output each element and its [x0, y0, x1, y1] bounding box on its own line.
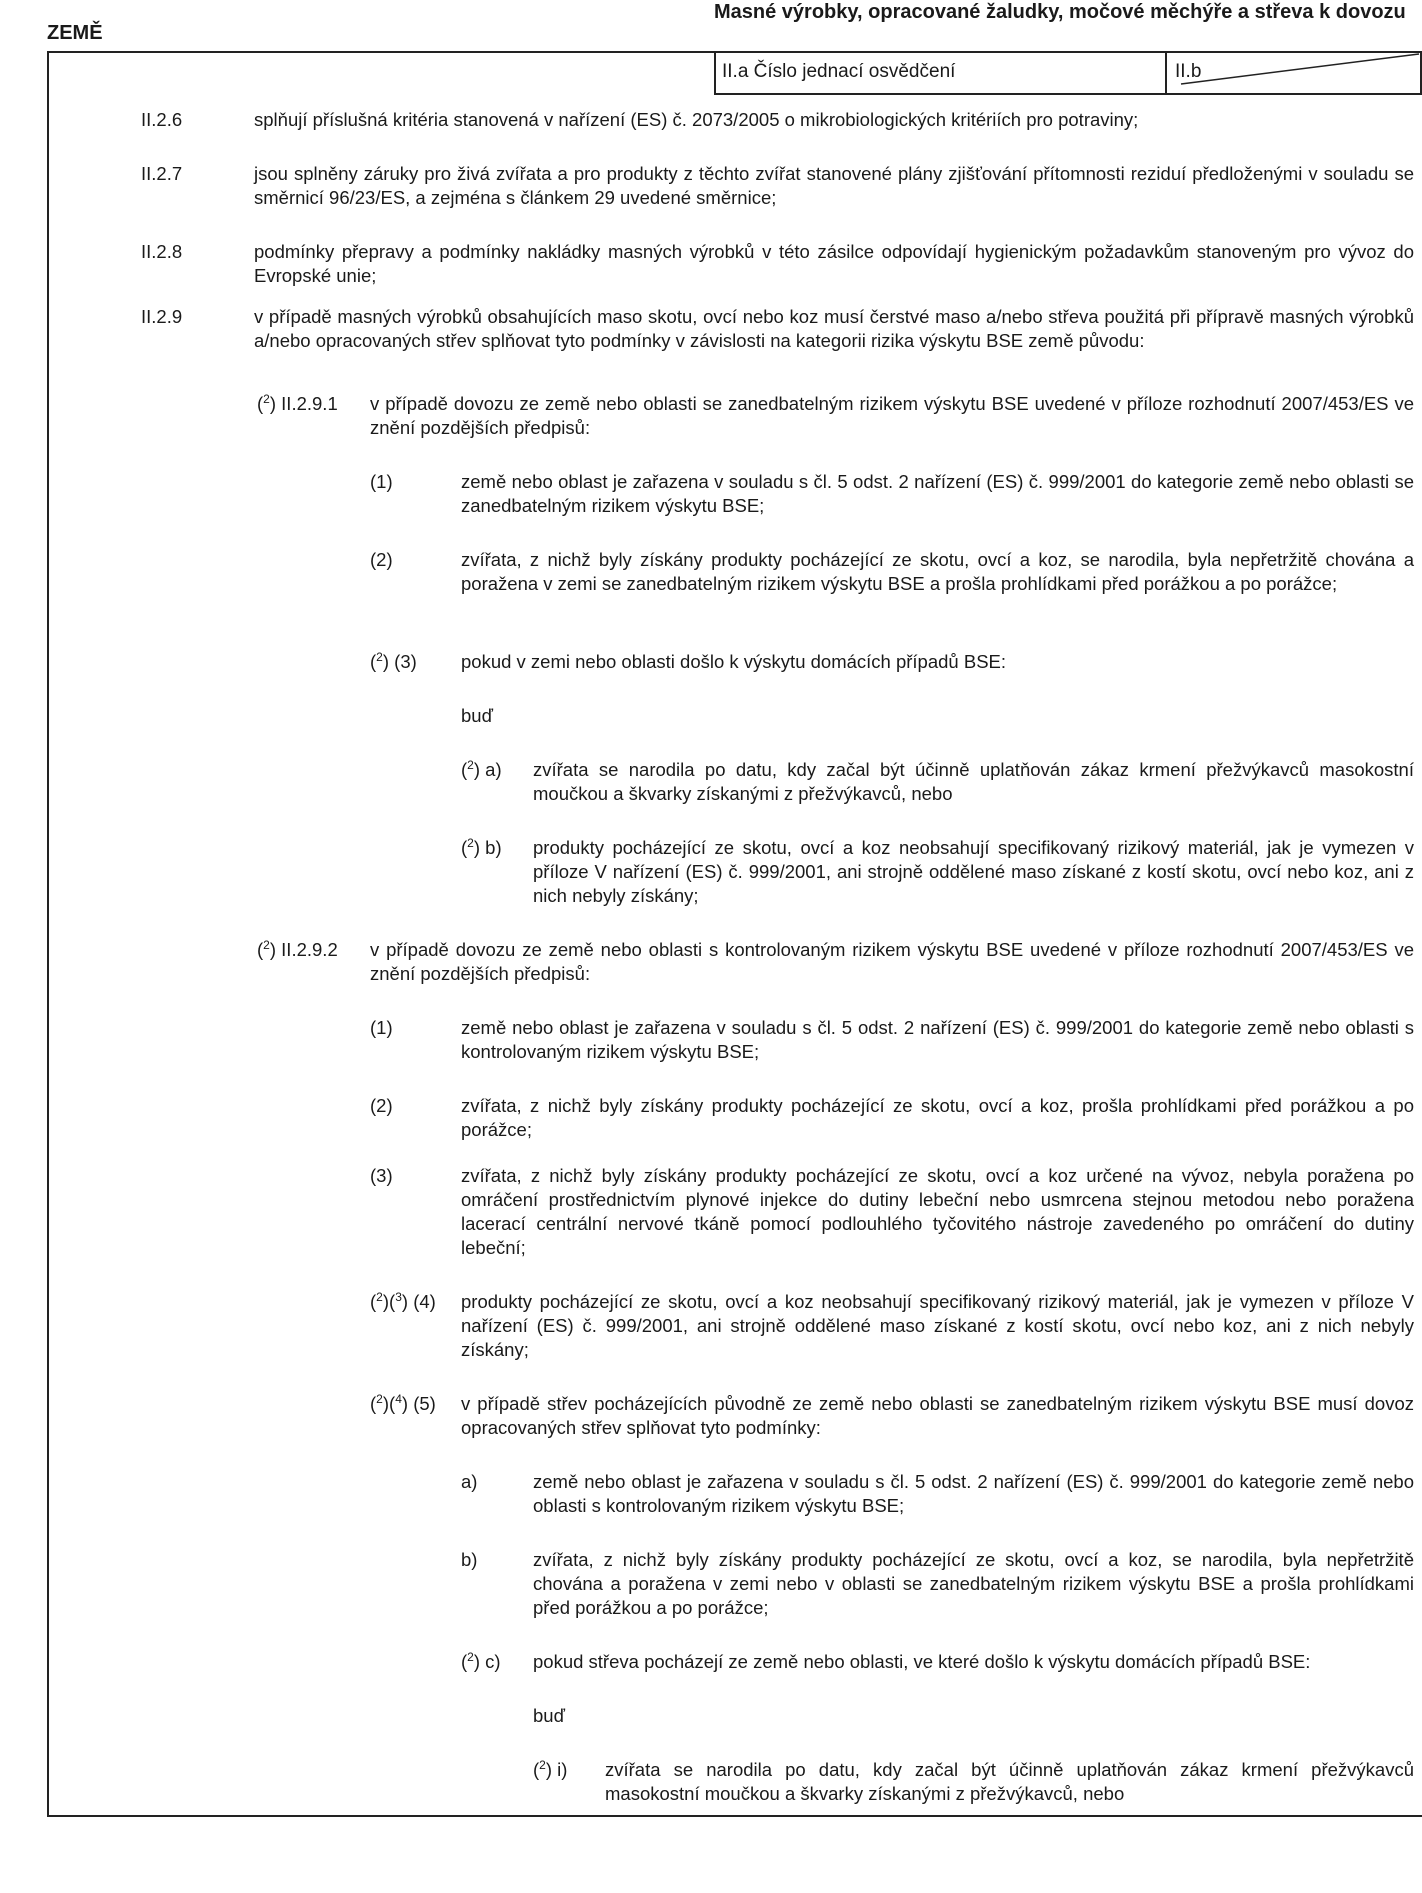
- subitem-text: zvířata, z nichž byly získány produkty pocházející ze skotu, ovcí a koz, se narodila, byla nepřetržitě chována a poražena v zemi nebo v oblasti se zanedbatelným rizikem výskytu BSE a prošla prohlídkami před porážkou a po porážce;: [533, 1549, 1414, 1618]
- subitem-number: ($^2$) a): [461, 757, 502, 780]
- item-text: země nebo oblast je zařazena v souladu s čl. 5 odst. 2 nařízení (ES) č. 999/2001 do kategorie země nebo oblasti se zanedbatelným rizikem výskytu BSE;: [461, 471, 1414, 516]
- ref-box-left-border: [714, 51, 716, 94]
- country-label: ZEMĚ: [47, 22, 103, 44]
- item-number: ($^2$)($^3$) (4): [370, 1289, 436, 1312]
- item-number: (3): [370, 1165, 393, 1186]
- clause-number: II.2.7: [141, 163, 183, 184]
- clause-number: II.2.6: [141, 109, 183, 130]
- item-text: produkty pocházející ze skotu, ovcí a koz neobsahují specifikovaný rizikový materiál, jak je vymezen v příloze V nařízení (ES) č. 999/2001, ani strojně oddělené maso získané z kostí skotu, ovcí nebo koz, ani z nich nebyly získány;: [461, 1291, 1414, 1360]
- subitem-number: ($^2$) b): [461, 835, 502, 858]
- subclause-number: ($^2$) II.2.9.1: [257, 391, 338, 414]
- frame-left-border: [47, 51, 49, 1817]
- item-text: země nebo oblast je zařazena v souladu s čl. 5 odst. 2 nařízení (ES) č. 999/2001 do kategorie země nebo oblasti s kontrolovaným rizikem výskytu BSE;: [461, 1017, 1414, 1062]
- item-text: v případě střev pocházejících původně ze země nebo oblasti se zanedbatelným rizikem výskytu BSE musí dovoz opracovaných střev splňovat tyto podmínky:: [461, 1393, 1414, 1438]
- subclause-text: v případě dovozu ze země nebo oblasti s kontrolovaným rizikem výskytu BSE uvedené v příloze rozhodnutí 2007/453/ES ve znění pozdějších předpisů:: [370, 939, 1414, 984]
- item-number: ($^2$) (3): [370, 649, 417, 672]
- item-text: zvířata, z nichž byly získány produkty pocházející ze skotu, ovcí a koz určené na vývoz, nebyla poražena po omráčení prostřednictvím plynové injekce do dutiny lebeční nebo usmrcena stejnou metodou nebo poražena lacerací centrální nervové tkáně pomocí podlouhlého tyčovitého nástroje zavedeného po omráčení do dutiny lebeční;: [461, 1165, 1414, 1258]
- item-number: (1): [370, 1017, 393, 1038]
- subitem-number: ($^2$) i): [533, 1757, 568, 1780]
- subclause-number: ($^2$) II.2.9.2: [257, 937, 338, 960]
- ref-b-diagonal-line: [1167, 52, 1421, 93]
- clause-text: v případě masných výrobků obsahujících maso skotu, ovcí nebo koz musí čerstvé maso a/nebo střeva použitá při přípravě masných výrobků a/nebo opracovaných střev splňovat tyto podmínky v závislosti na kategorii rizika výskytu BSE země původu:: [254, 306, 1414, 351]
- item-text: zvířata, z nichž byly získány produkty pocházející ze skotu, ovcí a koz, se narodila, byla nepřetržitě chována a poražena v zemi se zanedbatelným rizikem výskytu BSE a prošla prohlídkami před porážkou a po porážce;: [461, 549, 1414, 594]
- clause-text: podmínky přepravy a podmínky nakládky masných výrobků v této zásilce odpovídají hygienickým požadavkům stanoveným pro vývoz do Evropské unie;: [254, 241, 1414, 286]
- either-word: buď: [533, 1705, 565, 1726]
- item-number: (2): [370, 1095, 393, 1116]
- subitem-text: země nebo oblast je zařazena v souladu s čl. 5 odst. 2 nařízení (ES) č. 999/2001 do kategorie země nebo oblasti s kontrolovaným rizikem výskytu BSE;: [533, 1471, 1414, 1516]
- item-number: (1): [370, 471, 393, 492]
- subitem-number: ($^2$) c): [461, 1649, 501, 1672]
- clause-text: jsou splněny záruky pro živá zvířata a pro produkty z těchto zvířat stanovené plány zjišťování přítomnosti reziduí předloženými v souladu se směrnicí 96/23/ES, a zejména s článkem 29 uvedené směrnice;: [254, 163, 1414, 208]
- item-text: pokud v zemi nebo oblasti došlo k výskytu domácích případů BSE:: [461, 651, 1007, 672]
- subitem-number: a): [461, 1471, 478, 1492]
- item-number: ($^2$)($^4$) (5): [370, 1391, 436, 1414]
- subitem-text: pokud střeva pocházejí ze země nebo oblasti, ve které došlo k výskytu domácích případů BSE:: [533, 1651, 1311, 1672]
- certificate-reference-label: II.a Číslo jednací osvědčení: [722, 61, 956, 82]
- subitem-text: zvířata se narodila po datu, kdy začal být účinně uplatňován zákaz krmení přežvýkavců masokostní moučkou a škvarky získanými z přežvýkavců, nebo: [605, 1759, 1414, 1804]
- subclause-text: v případě dovozu ze země nebo oblasti se zanedbatelným rizikem výskytu BSE uvedené v příloze rozhodnutí 2007/453/ES ve znění pozdějších předpisů:: [370, 393, 1414, 438]
- item-number: (2): [370, 549, 393, 570]
- either-word: buď: [461, 705, 493, 726]
- certificate-title: Masné výrobky, opracované žaludky, močové měchýře a střeva k dovozu: [714, 1, 1406, 23]
- clause-number: II.2.9: [141, 306, 183, 327]
- item-text: zvířata, z nichž byly získány produkty pocházející ze skotu, ovcí a koz, prošla prohlídkami před porážkou a po porážce;: [461, 1095, 1414, 1140]
- subitem-text: zvířata se narodila po datu, kdy začal být účinně uplatňován zákaz krmení přežvýkavců masokostní moučkou a škvarky získanými z přežvýkavců, nebo: [533, 759, 1414, 804]
- subitem-number: b): [461, 1549, 478, 1570]
- clause-text: splňují příslušná kritéria stanovená v nařízení (ES) č. 2073/2005 o mikrobiologických kritériích pro potraviny;: [254, 109, 1139, 130]
- subitem-text: produkty pocházející ze skotu, ovcí a koz neobsahují specifikovaný rizikový materiál, jak je vymezen v příloze V nařízení (ES) č. 999/2001, ani strojně oddělené maso získané z kostí skotu, ovcí nebo koz, ani z nich nebyly získány;: [533, 837, 1414, 906]
- clause-number: II.2.8: [141, 241, 183, 262]
- frame-bottom-border: [47, 1815, 1422, 1817]
- certificate-part-b-label: II.b: [1175, 61, 1202, 82]
- ref-box-bottom-border: [714, 93, 1422, 95]
